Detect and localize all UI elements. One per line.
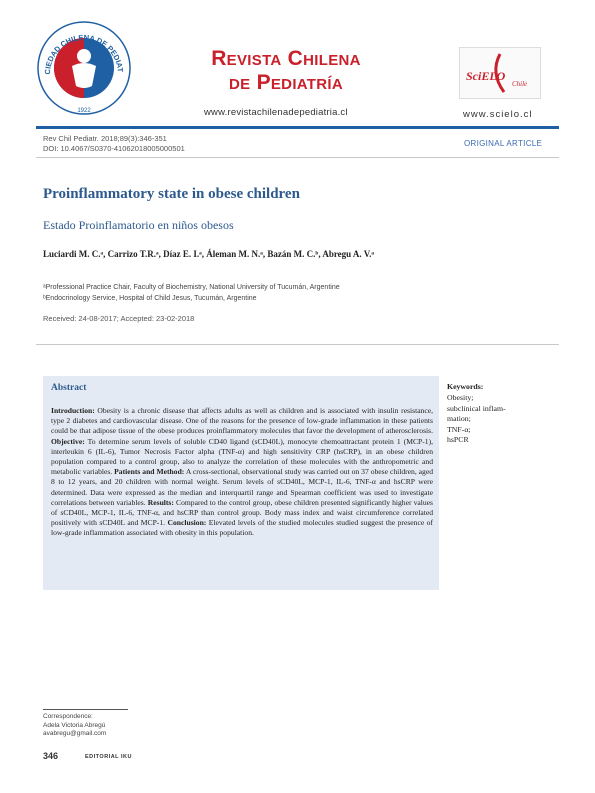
keyword-item: Obesity; bbox=[447, 393, 474, 402]
correspondence-email[interactable]: avabregu@gmail.com bbox=[43, 730, 107, 737]
society-ring-text: CIEDAD CHILENA DE PEDIAT bbox=[42, 32, 126, 75]
article-title: Proinflammatory state in obese children bbox=[43, 186, 300, 202]
correspondence-label: Correspondence: bbox=[43, 713, 93, 720]
citation-block bbox=[43, 134, 185, 154]
affiliations bbox=[43, 282, 340, 304]
society-logo bbox=[36, 20, 132, 116]
results-label: Results: bbox=[147, 497, 174, 507]
objective-text: To determine serum levels of soluble CD40 ligand (sCD40L), monocyte chemoattractant protein 1 (MCP-1), interleukin 6 (IL-6), Tumor Necrosis Factor alpha (TNF-α) and high sensitivity CRP (hsCRP), in an obese children population compared to a control group, also to analyze the correlation of these molecules with the anthropometric and metabolic variables. bbox=[51, 436, 433, 477]
author-list: Luciardi M. C.ᵃ, Carrizo T.R.ᵃ, Díaz E. I.ᵃ, Áleman M. N.ᵃ, Bazán M. C.ᵇ, Abregu A. V.ᵃ bbox=[43, 249, 374, 259]
section-divider bbox=[36, 344, 559, 345]
keyword-item: hsPCR bbox=[447, 435, 469, 444]
correspondence-name: Adela Victoria Abregú bbox=[43, 721, 106, 729]
intro-text: Obesity is a chronic disease that affects adults as well as children and is associated with insulin resistance, type 2 diabetes and cardiovascular disease. One of the reasons for the presence of low-grade inflammation in these patients could be that adipose tissue of the obese produces proinflammatory molecules that favor the development of atherosclerosis. bbox=[51, 406, 433, 436]
objective-label: Objective: bbox=[51, 436, 85, 446]
results-text: Compared to the control group, obese children presented significantly higher values of sCD40L, MCP-1, IL-6, TNF-α, and hsCRP than control group. Body mass index and waist circumference correlated positively with sCD40L and MCP-1. bbox=[51, 497, 433, 528]
journal-title-line1: Revista Chilena bbox=[211, 47, 361, 70]
journal-title-line2: de Pediatría bbox=[229, 71, 343, 94]
intro-label: Introduction: bbox=[51, 406, 95, 415]
page-number: 346 bbox=[43, 751, 59, 761]
methods-text: A cross-sectional, observational study was carried out on 37 obese children, aged 8 to 12 years, and 20 children with normal weight. Serum levels of sCD40L, MCP-1, IL-6, TNF-α and hsCRP were determined. Data were expressed as the median and interquartil range and Spearman coefficient was used to investigate correlations between variables. bbox=[51, 467, 434, 507]
keyword-item: subclinical inflam- bbox=[447, 403, 506, 413]
article-subtitle: Estado Proinflamatorio en niños obesos bbox=[43, 218, 234, 232]
conclusion-label: Conclusion: bbox=[167, 518, 207, 528]
meta-divider bbox=[36, 157, 559, 158]
publisher-logo: EDITORIAL IKU bbox=[85, 754, 132, 760]
affiliation-b: ᵇEndocrinology Service, Hospital of Child Jesus, Tucumán, Argentine bbox=[43, 295, 257, 302]
abstract-heading: Abstract bbox=[51, 383, 87, 393]
abstract-body bbox=[51, 406, 433, 539]
received-dates: Received: 24-08-2017; Accepted: 23-02-2018 bbox=[43, 314, 195, 323]
header-divider bbox=[36, 126, 559, 129]
correspondence bbox=[43, 713, 106, 739]
article-type: ORIGINAL ARTICLE bbox=[464, 139, 543, 148]
scielo-url[interactable]: www.scielo.cl bbox=[463, 109, 533, 120]
keyword-item: mation; bbox=[447, 414, 471, 423]
keywords-heading: Keywords: bbox=[447, 382, 484, 391]
journal-url[interactable]: www.revistachilenadepediatria.cl bbox=[204, 107, 348, 118]
conclusion-text: Elevated levels of the studied molecules studied suggest the presence of low-grade inflammation associated with obesity in this population. bbox=[51, 518, 433, 538]
journal-title bbox=[196, 47, 376, 95]
scielo-logo-sub: Chile bbox=[512, 80, 528, 88]
scielo-logo bbox=[459, 47, 541, 99]
scielo-logo-text: SciELO bbox=[466, 69, 506, 83]
methods-label: Patients and Method: bbox=[114, 467, 185, 477]
keywords-list bbox=[447, 393, 527, 446]
footnote-divider bbox=[43, 709, 128, 710]
keyword-item: TNF-α; bbox=[447, 424, 471, 434]
affiliation-a: ᵃProfessional Practice Chair, Faculty of Biochemistry, National University of Tucumán, Argentine bbox=[43, 284, 340, 291]
society-year: 1922 bbox=[77, 108, 91, 114]
doi[interactable]: DOI: 10.4067/S0370-41062018005000501 bbox=[43, 144, 185, 153]
citation: Rev Chil Pediatr. 2018;89(3):346-351 bbox=[43, 134, 167, 143]
